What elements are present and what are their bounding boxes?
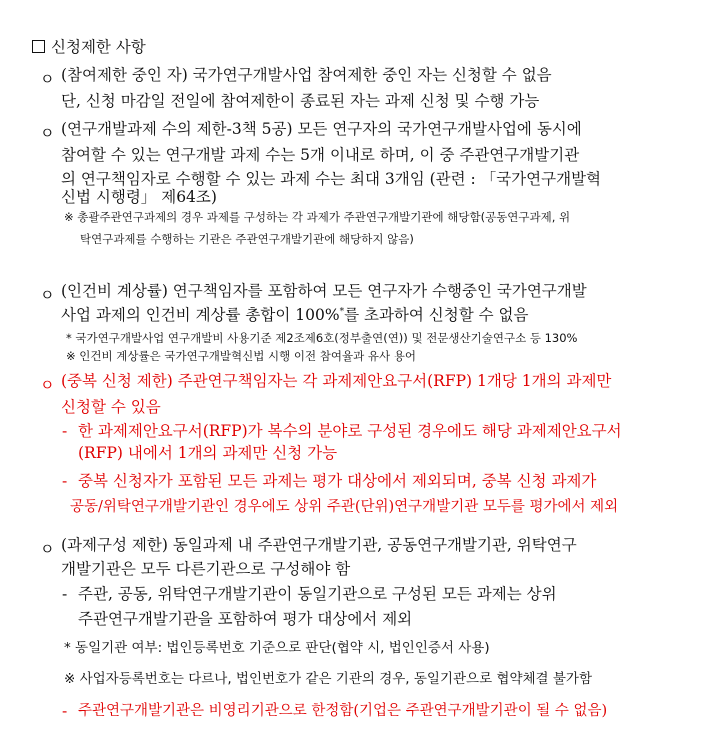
dash: - — [62, 422, 68, 440]
item-3-line-2a: 사업 과제의 인건비 계상률 총합이 100% — [61, 306, 340, 325]
item-5-red-sub-line: 주관연구개발기관은 비영리기관으로 한정함(기업은 주관연구개발기관이 될 수 없음) — [78, 703, 608, 719]
item-5-sub-1-line-2: 주관연구개발기관을 포함하여 평가 대상에서 제외 — [78, 610, 413, 628]
section-heading — [32, 40, 146, 56]
item-4-sub-1-line-1: 한 과제제안요구서(RFP)가 복수의 분야로 구성된 경우에도 해당 과제제안요구서 — [78, 422, 622, 440]
item-4-line-2: 신청할 수 있음 — [61, 398, 161, 416]
item-3-note-1: * 국가연구개발사업 연구개발비 사용기준 제2조제6호(정부출연(연)) 및 전문생산기술연구소 등 130% — [66, 331, 578, 345]
item-1-line-2: 단, 신청 마감일 전일에 참여제한이 종료된 자는 과제 신청 및 수행 가능 — [61, 92, 540, 110]
item-4-line-1: (중복 신청 제한) 주관연구책임자는 각 과제제안요구서(RFP) 1개당 1개의 과제만 — [61, 372, 612, 390]
item-5-note-2: ※ 사업자등록번호는 다르나, 법인번호가 같은 기관의 경우, 동일기관으로 협약체결 불가함 — [64, 671, 592, 687]
item-2-line-3: 의 연구책임자로 수행할 수 있는 과제 수는 최대 3개임 (관련 : 「국가연구개발혁 — [61, 170, 602, 188]
item-3-line-1: (인건비 계상률) 연구책임자를 포함하여 모든 연구자가 수행중인 국가연구개발 — [61, 282, 587, 300]
checkbox-square-icon — [32, 40, 45, 53]
item-4-sub-2-line-1: 중복 신청자가 포함된 모든 과제는 평가 대상에서 제외되며, 중복 신청 과제가 — [78, 472, 597, 490]
item-4-sub-1-line-2: (RFP) 내에서 1개의 과제만 신청 가능 — [78, 444, 338, 462]
item-1-line-1: (참여제한 중인 자) 국가연구개발사업 참여제한 중인 자는 신청할 수 없음 — [61, 66, 552, 84]
item-3-note-2: ※ 인건비 계상률은 국가연구개발혁신법 시행 이전 참여율과 유사 용어 — [66, 349, 416, 363]
item-2-note-1 — [64, 212, 570, 224]
section-heading-text: 신청제한 사항 — [51, 38, 146, 56]
item-5-sub-1-line-1: 주관, 공동, 위탁연구개발기관이 동일기관으로 구성된 모든 과제는 상위 — [78, 585, 557, 603]
item-4-sub-2-line-2: 공동/위탁연구개발기관인 경우에도 상위 주관(단위)연구개발기관 모두를 평가에서 제외 — [70, 499, 619, 515]
bullet-circle: ㅇ — [40, 286, 55, 304]
item-2-line-2: 참여할 수 있는 연구개발 과제 수는 5개 이내로 하며, 이 중 주관연구개발기관 — [61, 146, 580, 164]
item-5-line-2: 개발기관은 모두 다른기관으로 구성해야 함 — [61, 560, 351, 578]
bullet-circle: ㅇ — [40, 376, 55, 394]
note-mark: ※ — [64, 210, 74, 224]
item-2-line-1: (연구개발과제 수의 제한-3책 5공) 모든 연구자의 국가연구개발사업에 동시에 — [61, 120, 582, 138]
item-2-line-4: 신법 시행령」 제64조) — [61, 188, 217, 206]
item-5-note-1: * 동일기관 여부: 법인등록번호 기준으로 판단(협약 시, 법인인증서 사용) — [64, 640, 490, 656]
note-text: 총괄주관연구과제의 경우 과제를 구성하는 각 과제가 주관연구개발기관에 해당함(공동연구과제, 위 — [77, 210, 571, 224]
dash: - — [62, 702, 68, 720]
item-5-line-1: (과제구성 제한) 동일과제 내 주관연구개발기관, 공동연구개발기관, 위탁연구 — [61, 536, 577, 554]
bullet-circle: ㅇ — [40, 70, 55, 88]
bullet-circle: ㅇ — [40, 124, 55, 142]
dash: - — [62, 585, 68, 603]
footnote-mark: * — [339, 307, 345, 317]
dash: - — [62, 472, 68, 490]
item-3-line-2b: 를 초과하여 신청할 수 없음 — [344, 306, 529, 325]
item-2-note-2: 탁연구과제를 수행하는 기관은 주관연구개발기관에 해당하지 않음) — [80, 232, 414, 246]
bullet-circle: ㅇ — [40, 540, 55, 558]
item-3-line-2 — [61, 308, 529, 324]
